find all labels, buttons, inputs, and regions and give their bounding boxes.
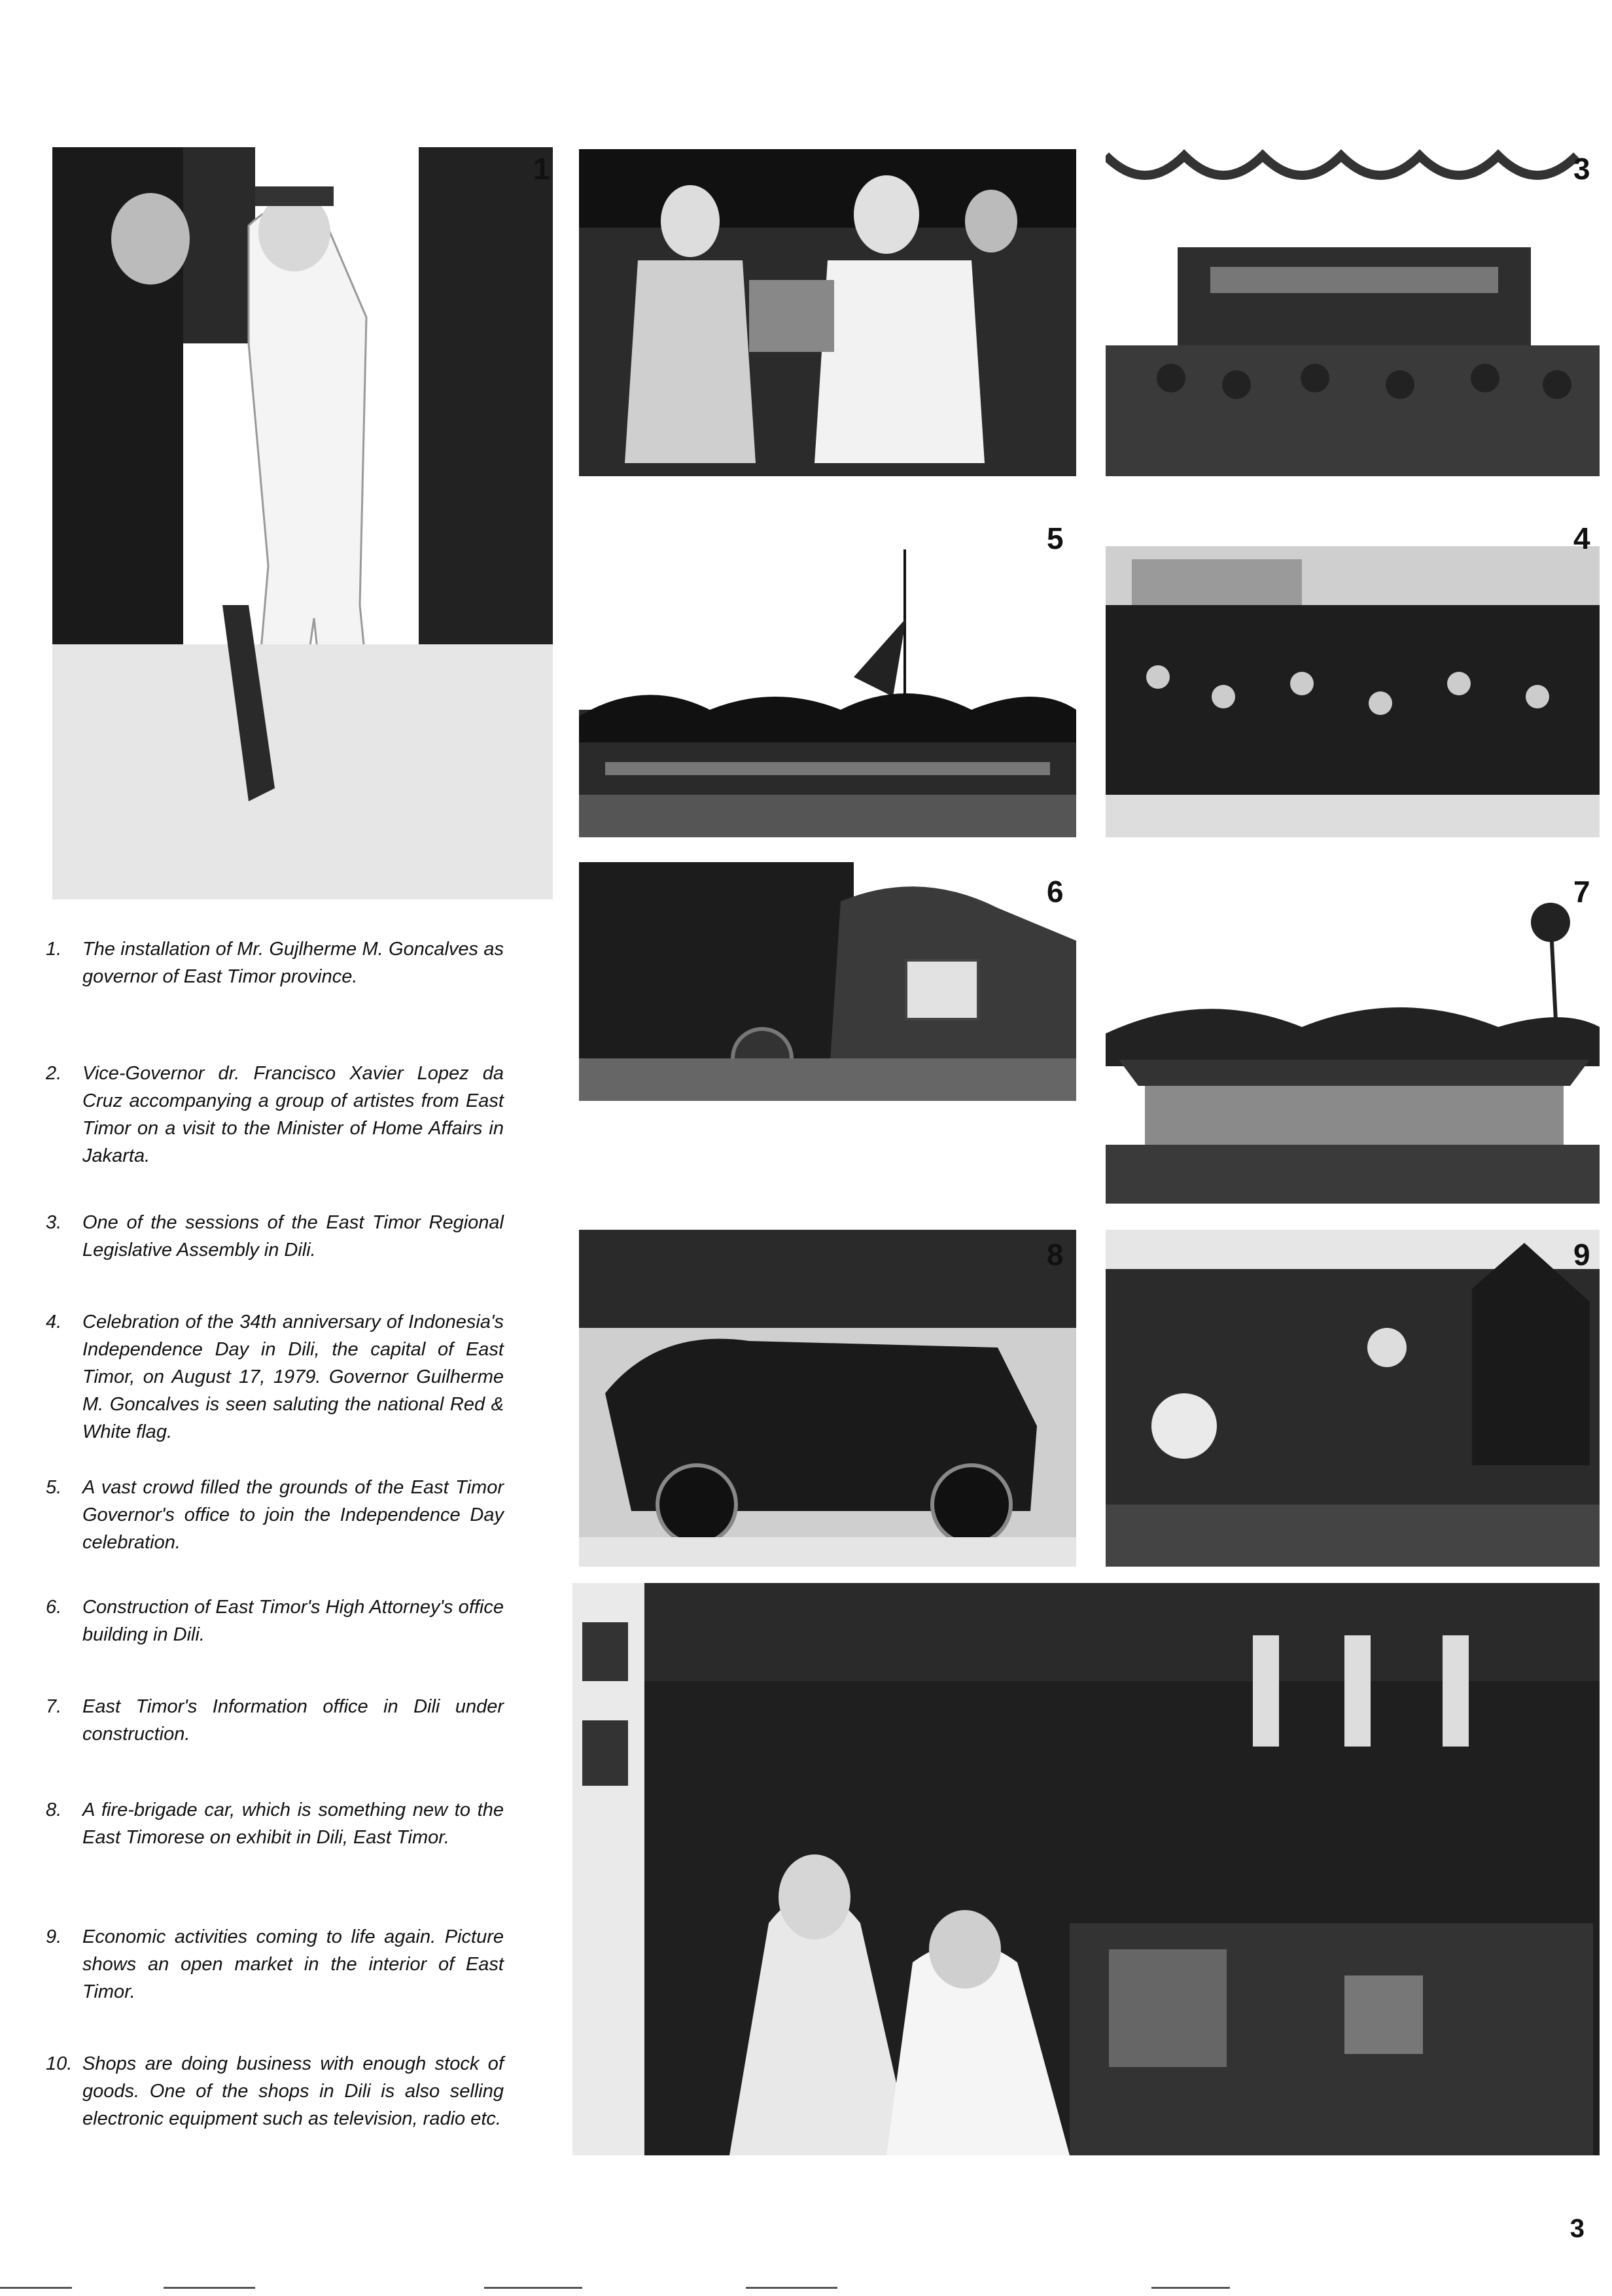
caption-text: Celebration of the 34th anniversary of Indonesia's Independence Day in Dili, the capital of East Timor, on August 17, 1979. Governor Guilherme M. Goncalves is seen saluting the national Red & White flag. [82, 1312, 504, 1442]
caption-text: The installation of Mr. Gujlherme M. Goncalves as governor of East Timor province. [82, 939, 504, 987]
photo-9-image [1106, 1230, 1600, 1567]
caption-text: Construction of East Timor's High Attorney's office building in Dili. [82, 1597, 504, 1645]
photo-8 [579, 1230, 1076, 1567]
caption-8 [46, 1796, 504, 1851]
caption-number: 5. [46, 1477, 62, 1498]
caption-number: 2. [46, 1063, 62, 1084]
photo-5-image [579, 546, 1076, 837]
footer-divider [164, 2287, 255, 2289]
footer-divider [0, 2287, 72, 2289]
caption-number: 7. [46, 1696, 62, 1717]
photo-label-5: 5 [1047, 521, 1064, 555]
photo-label-7: 7 [1573, 875, 1590, 909]
photo-2 [579, 149, 1076, 476]
caption-2 [46, 1060, 504, 1170]
photo-9 [1106, 1230, 1600, 1567]
photo-label-4: 4 [1573, 521, 1590, 555]
photo-6-image [579, 862, 1076, 1101]
caption-6 [46, 1593, 504, 1648]
caption-text: Shops are doing business with enough stock of goods. One of the shops in Dili is also selling electronic equipment such as television, radio etc. [82, 2053, 504, 2129]
caption-text: Economic activities coming to life again. Picture shows an open market in the interior of East Timor. [82, 1926, 504, 2002]
caption-number: 6. [46, 1597, 62, 1618]
photo-1-image [52, 147, 553, 899]
caption-text: East Timor's Information office in Dili under construction. [82, 1696, 504, 1745]
footer-divider [746, 2287, 837, 2289]
caption-number: 9. [46, 1926, 62, 1947]
page-number: 3 [1569, 2214, 1585, 2243]
photo-label-8: 8 [1047, 1238, 1064, 1272]
photo-label-9: 9 [1573, 1238, 1590, 1272]
photo-8-image [579, 1230, 1076, 1567]
photo-2-image [579, 149, 1076, 476]
caption-number: 1. [46, 939, 62, 960]
caption-7 [46, 1693, 504, 1748]
photo-label-1: 1 [533, 152, 550, 186]
photo-10-image [572, 1583, 1600, 2155]
caption-10 [46, 2050, 504, 2132]
caption-text: Vice-Governor dr. Francisco Xavier Lopez da Cruz accompanying a group of artistes from East Timor on a visit to the Minister of Home Affairs in Jakarta. [82, 1063, 504, 1166]
photo-7-image [1106, 903, 1600, 1204]
caption-number: 4. [46, 1312, 62, 1332]
caption-1 [46, 935, 504, 990]
photo-7 [1106, 903, 1600, 1204]
caption-text: A vast crowd filled the grounds of the East Timor Governor's office to join the Independence Day celebration. [82, 1477, 504, 1553]
footer-divider [484, 2287, 582, 2289]
photo-4-image [1106, 546, 1600, 837]
photo-3 [1106, 149, 1600, 476]
caption-4 [46, 1308, 504, 1446]
caption-5 [46, 1474, 504, 1556]
caption-3 [46, 1209, 504, 1264]
caption-number: 3. [46, 1212, 62, 1233]
photo-3-image [1106, 149, 1600, 476]
caption-number: 8. [46, 1800, 62, 1820]
photo-4 [1106, 546, 1600, 837]
caption-text: A fire-brigade car, which is something new to the East Timorese on exhibit in Dili, East Timor. [82, 1800, 504, 1848]
photo-5 [579, 546, 1076, 837]
photo-1 [52, 147, 553, 899]
footer-divider [1151, 2287, 1230, 2289]
photo-6 [579, 862, 1076, 1101]
caption-number: 10. [46, 2053, 73, 2074]
photo-10 [572, 1583, 1600, 2155]
caption-text: One of the sessions of the East Timor Regional Legislative Assembly in Dili. [82, 1212, 504, 1261]
caption-9 [46, 1923, 504, 2006]
photo-label-6: 6 [1047, 875, 1064, 909]
photo-label-3: 3 [1573, 152, 1590, 186]
